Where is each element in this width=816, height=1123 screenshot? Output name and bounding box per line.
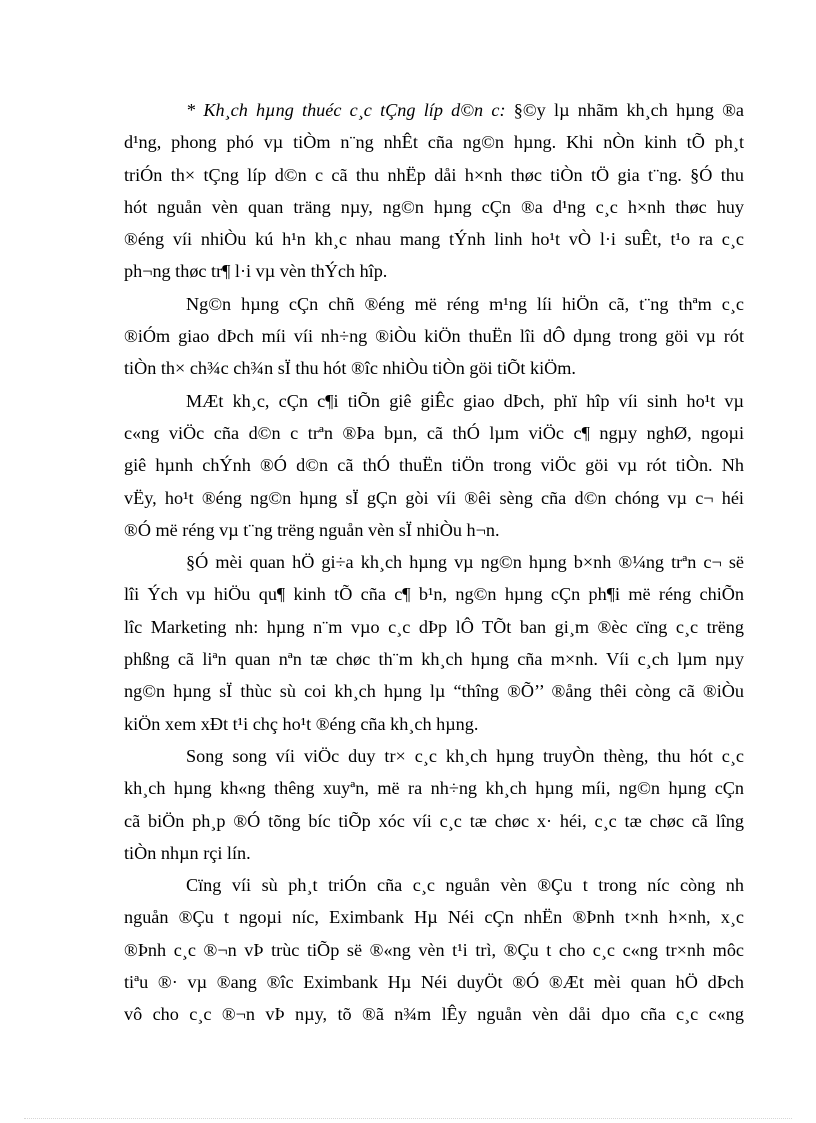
text-line: cã biÖn ph¸p ®Ó tõng bíc tiÕp xóc víi c¸c tæ chøc x· héi, c¸c tæ chøc cã lîng: [124, 810, 744, 831]
text-line: phßng cã liªn quan nªn tæ chøc th¨m kh¸ch hµng cña m×nh. Víi c¸ch lµm nµy: [124, 649, 744, 670]
text-line: hót nguån vèn quan träng nµy, ng©n hµng cÇn ®a d¹ng c¸c h×nh thøc huy: [124, 196, 744, 217]
paragraph-customers-residents: [124, 94, 744, 288]
text-line: kiÖn xem xÐt t¹i chç ho¹t ®éng cña kh¸ch hµng.: [124, 713, 479, 734]
text-line: lîi Ých vµ hiÖu qu¶ kinh tÕ cña c¶ b¹n, ng©n hµng cÇn ph¶i më réng chiÕn: [124, 584, 744, 605]
text-line: kh¸ch hµng kh«ng thêng xuyªn, më ra nh÷ng kh¸ch hµng míi, ng©n hµng cÇn: [124, 778, 744, 799]
text-line: Song song víi viÖc duy tr× c¸c kh¸ch hµng truyÒn thèng, thu hót c¸c: [186, 745, 744, 766]
text-line: giê hµnh chÝnh ®Ó d©n cã thÓ thuËn tiÖn trong viÖc göi vµ rót tiÒn. Nh: [124, 455, 744, 476]
text-line: Ng©n hµng cÇn chñ ®éng më réng m¹ng líi hiÖn cã, t¨ng thªm c¸c: [186, 293, 744, 314]
text-line: ®Ó më réng vµ t¨ng trëng nguån vèn sÏ nhiÒu h¬n.: [124, 519, 500, 540]
paragraph-transaction-hours: [124, 385, 744, 546]
text-line: §Ó mèi quan hÖ gi÷a kh¸ch hµng vµ ng©n hµng b×nh ®¼ng trªn c¬ së: [186, 552, 744, 573]
page-bottom-divider: [24, 1118, 792, 1119]
text-line: ®éng víi nhiÒu kú h¹n kh¸c nhau mang tÝnh linh ho¹t vÒ l·i suÊt, t¹o ra c¸c: [124, 229, 744, 250]
text-line: ng©n hµng sÏ thùc sù coi kh¸ch hµng lµ “thîng ®Õ’’ ®ång thêi còng cã ®iÒu: [124, 681, 744, 702]
section-lead-heading: * Kh¸ch hµng thuéc c¸c tÇng líp d©n c:: [186, 100, 506, 120]
text-line: vô cho c¸c ®¬n vÞ nµy, tõ ®ã n¾m lÊy nguån vèn dåi dµo cña c¸c c«ng: [124, 1004, 744, 1025]
document-body: [124, 94, 744, 1031]
text-line: tiÒn th× ch¾c ch¾n sÏ thu hót ®îc nhiÒu tiÒn göi tiÕt kiÖm.: [124, 358, 576, 379]
paragraph-network-expansion: [124, 288, 744, 385]
paragraph-traditional-customers: [124, 740, 744, 869]
text-line: d¹ng, phong phó vµ tiÒm n¨ng nhÊt cña ng©n hµng. Khi nÒn kinh tÕ ph¸t: [124, 132, 744, 153]
text-line: lîc Marketing nh: hµng n¨m vµo c¸c dÞp lÔ TÕt ban gi¸m ®èc cïng c¸c trëng: [124, 616, 744, 637]
text-line: ®iÓm giao dÞch míi víi nh÷ng ®iÒu kiÖn thuËn lîi dÔ dµng trong göi vµ rót: [124, 326, 744, 347]
text-line: tiÒn nhµn rçi lín.: [124, 842, 251, 863]
text-line: triÓn th× tÇng líp d©n c cã thu nhËp dåi h×nh thøc tiÒn tÖ gia t¨ng. §Ó thu: [124, 164, 744, 185]
text-segment: §©y lµ nhãm kh¸ch hµng ®a: [505, 100, 744, 120]
paragraph-investment-sources: [124, 869, 744, 1030]
text-line: c«ng viÖc cña d©n c trªn ®Þa bµn, cã thÓ lµm viÖc c¶ ngµy nghØ, ngoµi: [124, 422, 744, 443]
text-line: vËy, ho¹t ®éng ng©n hµng sÏ gÇn gòi víi ®êi sèng cña d©n chóng vµ c¬ héi: [124, 487, 744, 508]
paragraph-marketing-strategy: [124, 546, 744, 740]
text-line: Cïng víi sù ph¸t triÓn cña c¸c nguån vèn ®Çu t trong níc còng nh: [186, 875, 744, 896]
text-line: tiªu ®· vµ ®ang ®îc Eximbank Hµ Néi duyÖt ®Ó ®Æt mèi quan hÖ dÞch: [124, 972, 744, 993]
text-line: MÆt kh¸c, cÇn c¶i tiÕn giê giÊc giao dÞch, phï hîp víi sinh ho¹t vµ: [186, 390, 744, 411]
text-line: ®Þnh c¸c ®¬n vÞ trùc tiÕp së ®«ng vèn t¹i trì, ®Çu t cho c¸c c«ng tr×nh môc: [124, 939, 744, 960]
text-line: ph¬ng thøc tr¶ l·i vµ vèn thÝch hîp.: [124, 261, 388, 282]
text-line: nguån ®Çu t ngoµi níc, Eximbank Hµ Néi cÇn nhËn ®Þnh t×nh h×nh, x¸c: [124, 907, 744, 928]
text-line: [124, 94, 744, 126]
